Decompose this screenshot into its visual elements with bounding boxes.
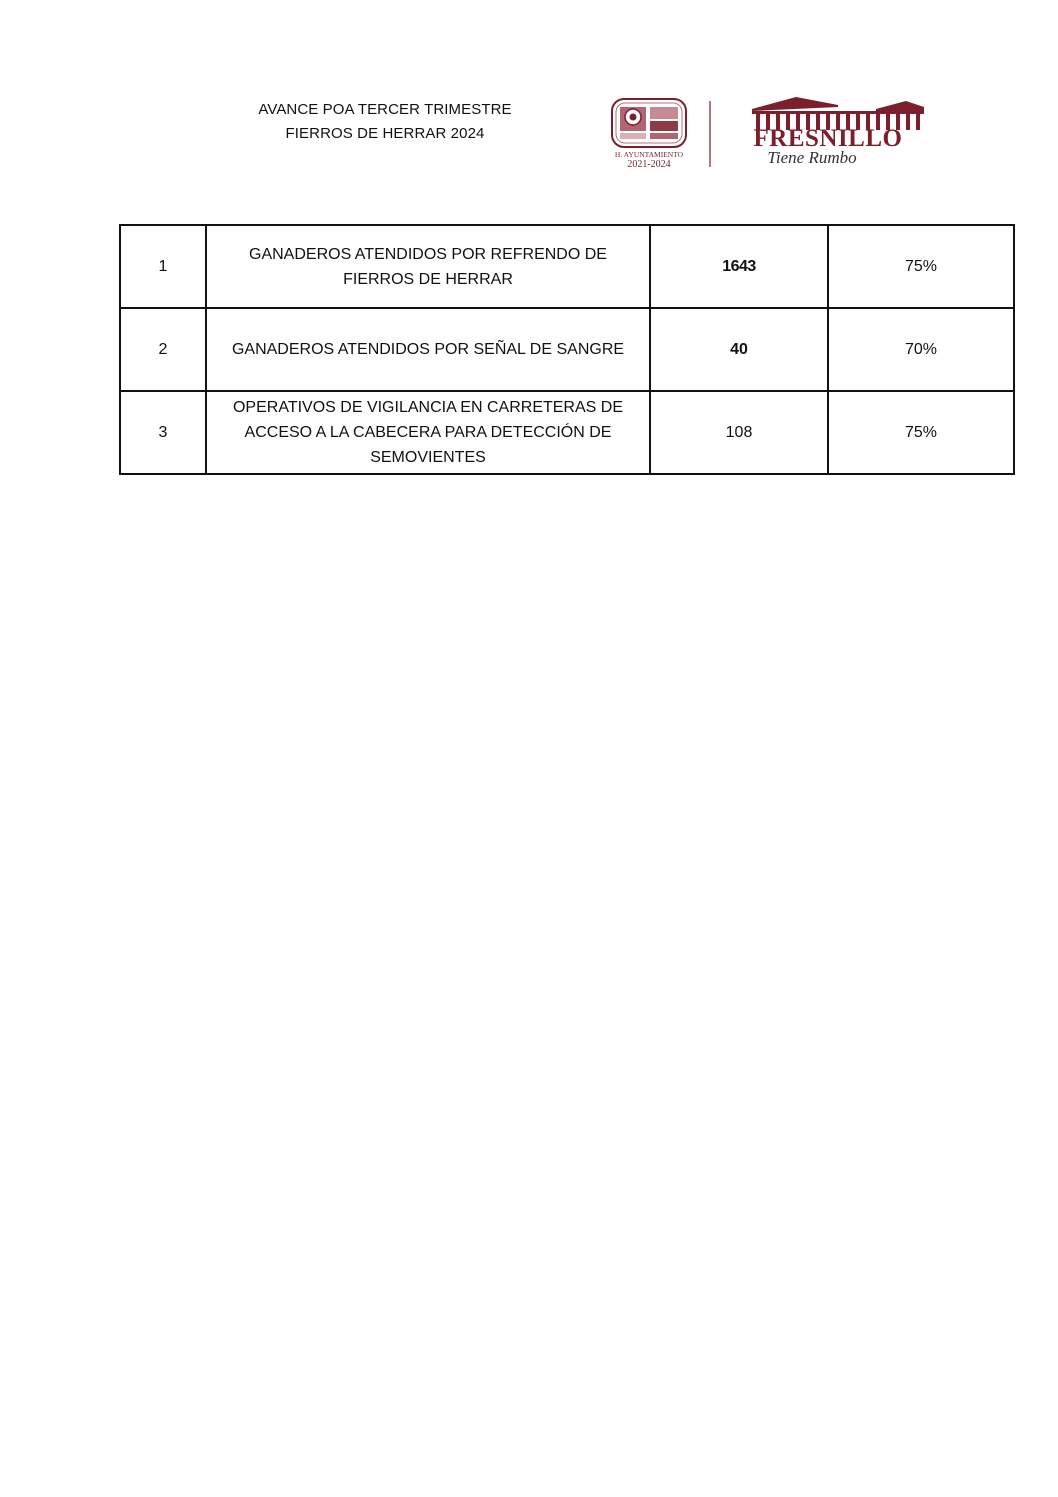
row-index: 1 <box>120 225 206 308</box>
brand-tagline: Tiene Rumbo <box>767 148 857 167</box>
progress-table <box>119 224 1015 475</box>
row-value: 1643 <box>650 225 828 308</box>
row-description: GANADEROS ATENDIDOS POR SEÑAL DE SANGRE <box>206 308 650 391</box>
row-value: 108 <box>650 391 828 474</box>
row-value: 40 <box>650 308 828 391</box>
table-row <box>120 225 1014 308</box>
row-percent: 75% <box>828 225 1014 308</box>
document-title <box>220 98 550 146</box>
row-index: 3 <box>120 391 206 474</box>
municipal-logo <box>606 95 936 171</box>
row-percent: 75% <box>828 391 1014 474</box>
brand-name: FRESNILLO <box>753 125 903 152</box>
seal-years: 2021-2024 <box>627 159 671 170</box>
title-line-1: AVANCE POA TERCER TRIMESTRE <box>258 101 512 118</box>
table-row <box>120 308 1014 391</box>
table-row <box>120 391 1014 474</box>
row-description: OPERATIVOS DE VIGILANCIA EN CARRETERAS DE ACCESO A LA CABECERA PARA DETECCIÓN DE SEMOVIENTES <box>206 391 650 474</box>
title-line-2: FIERROS DE HERRAR 2024 <box>285 125 485 142</box>
row-percent: 70% <box>828 308 1014 391</box>
seal-icon <box>612 99 686 147</box>
seal-caption: H. AYUNTAMIENTO <box>614 150 684 159</box>
row-index: 2 <box>120 308 206 391</box>
logo-graphic <box>606 95 936 171</box>
row-description: GANADEROS ATENDIDOS POR REFRENDO DE FIERROS DE HERRAR <box>206 225 650 308</box>
